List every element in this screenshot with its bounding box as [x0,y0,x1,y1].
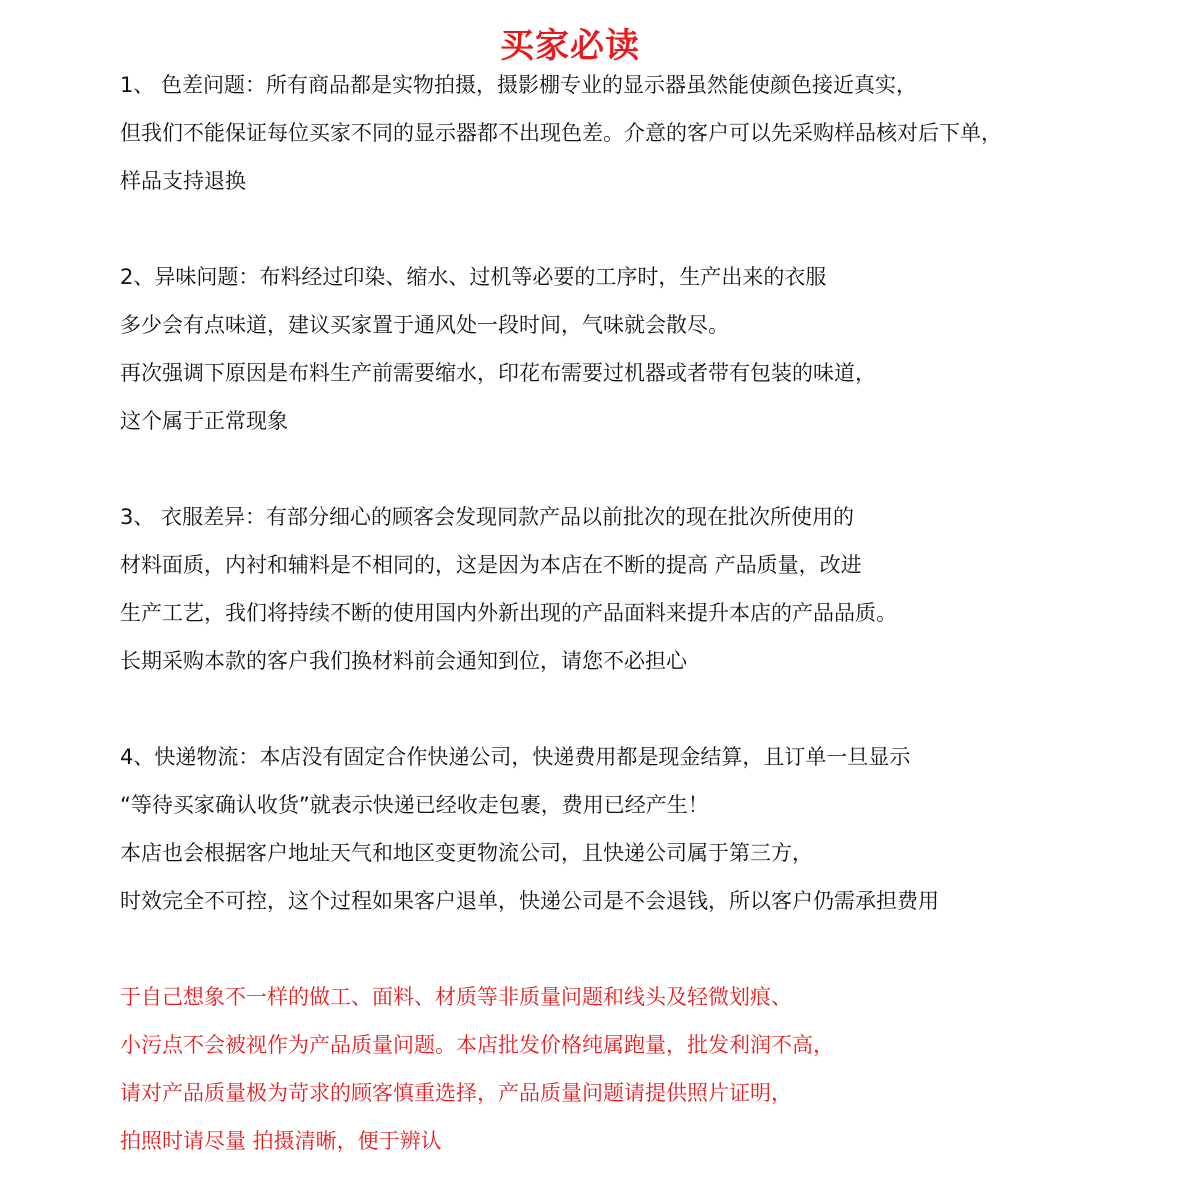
paragraph-line: 2、异味问题：布料经过印染、缩水、过机等必要的工序时，生产出来的衣服 [120,265,827,289]
paragraph-line: 样品支持退换 [120,169,246,193]
paragraph-line: 3、 衣服差异：有部分细心的顾客会发现同款产品以前批次的现在批次所使用的 [120,505,855,529]
paragraph-line: 多少会有点味道，建议买家置于通风处一段时间，气味就会散尽。 [120,313,729,337]
paragraph-line: 生产工艺，我们将持续不断的使用国内外新出现的产品面料来提升本店的产品品质。 [120,601,897,625]
paragraph-line: 这个属于正常现象 [120,409,288,433]
notice-line: 请对产品质量极为苛求的顾客慎重选择，产品质量问题请提供照片证明， [120,1081,792,1105]
notice-line: 拍照时请尽量 拍摄清晰，便于辨认 [120,1129,442,1153]
paragraph-line: 长期采购本款的客户我们换材料前会通知到位，请您不必担心 [120,649,687,673]
paragraph-line: 材料面质，内衬和辅料是不相同的，这是因为本店在不断的提高 产品质量，改进 [120,553,862,577]
paragraph-line: 4、快递物流：本店没有固定合作快递公司，快递费用都是现金结算，且订单一旦显示 [120,745,911,769]
paragraph-line: 再次强调下原因是布料生产前需要缩水，印花布需要过机器或者带有包装的味道， [120,361,876,385]
page-title: 买家必读 [500,26,640,66]
notice-line: 于自己想象不一样的做工、面料、材质等非质量问题和线头及轻微划痕、 [120,985,792,1009]
notice-line: 小污点不会被视作为产品质量问题。本店批发价格纯属跑量，批发利润不高， [120,1033,834,1057]
paragraph-line: 时效完全不可控，这个过程如果客户退单，快递公司是不会退钱，所以客户仍需承担费用 [120,889,939,913]
paragraph-line: 1、 色差问题：所有商品都是实物拍摄，摄影棚专业的显示器虽然能使颜色接近真实， [120,73,918,97]
paragraph-line: 本店也会根据客户地址天气和地区变更物流公司，且快递公司属于第三方， [120,841,813,865]
paragraph-line: 但我们不能保证每位买家不同的显示器都不出现色差。介意的客户可以先采购样品核对后下单， [120,121,1002,145]
paragraph-line: “等待买家确认收货”就表示快递已经收走包裹，费用已经产生！ [120,793,709,817]
